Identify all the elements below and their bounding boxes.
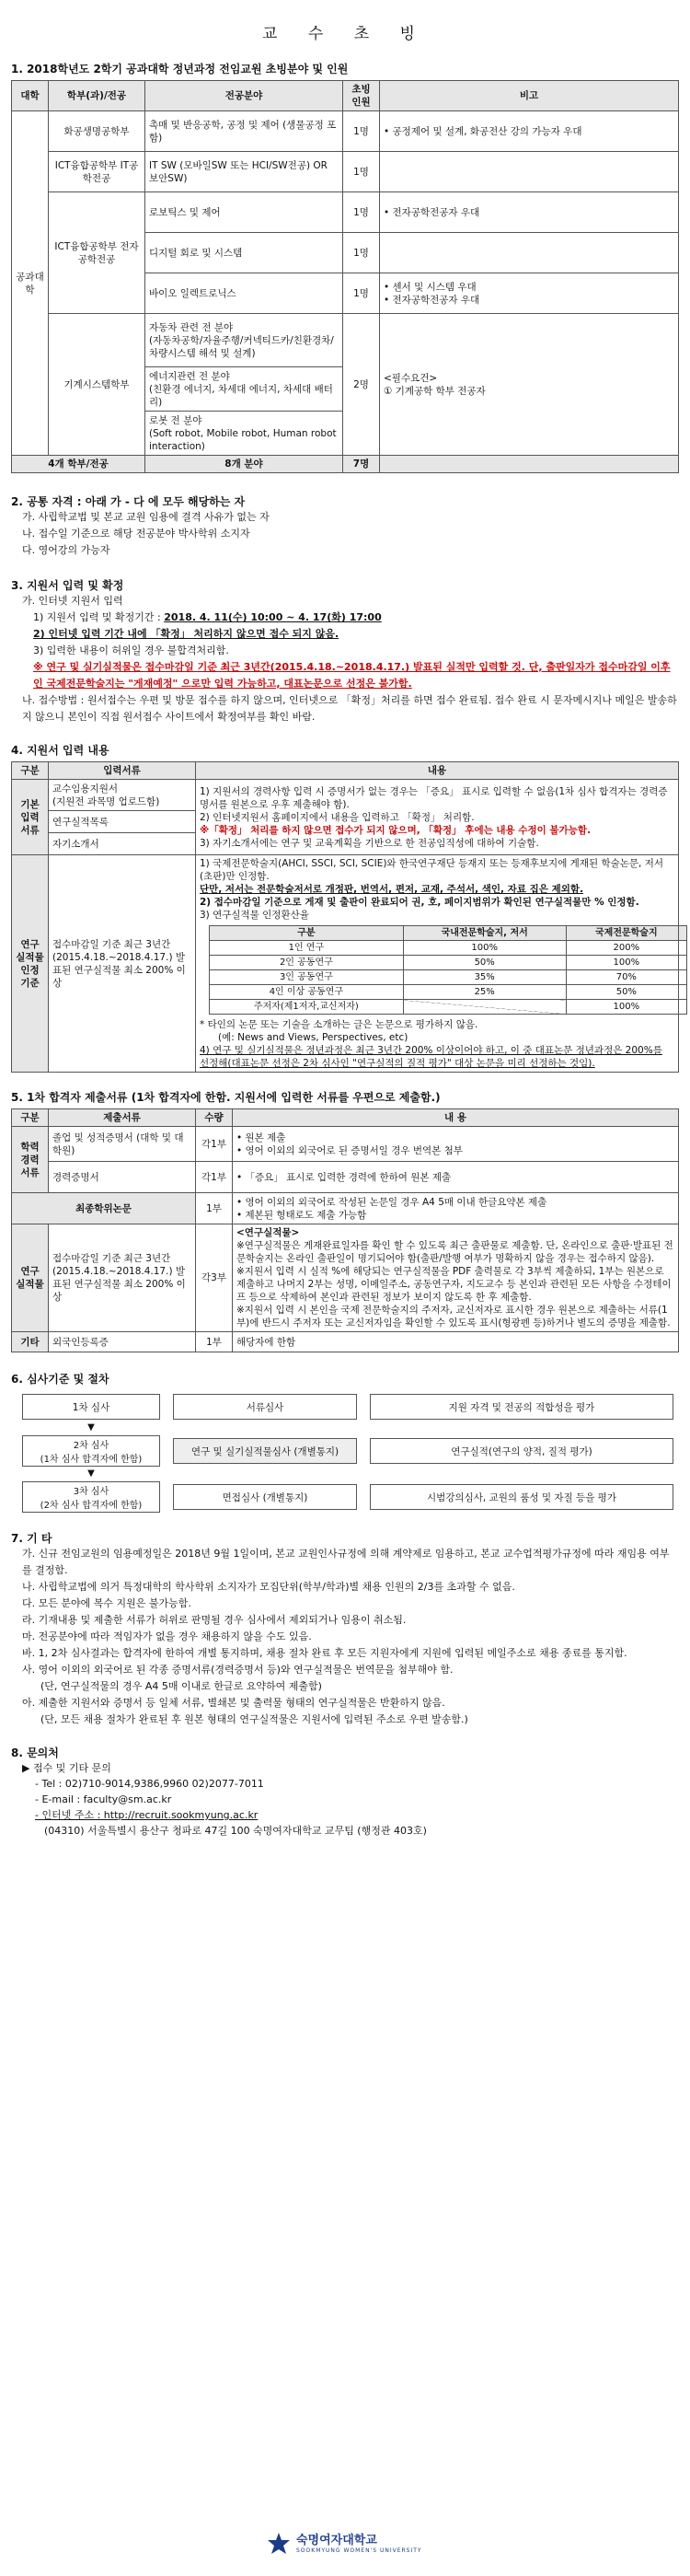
count-cell: 1명 (343, 192, 380, 233)
doc-cell: 연구실적목록 (49, 811, 196, 833)
input-contents-table (11, 761, 679, 1073)
stage-box: 3차 심사 (2차 심사 합격자에 한함) (22, 1481, 160, 1513)
list-item: 가. 인터넷 지원서 입력 (22, 595, 123, 607)
count-cell: 1명 (343, 233, 380, 273)
flow-step (22, 1480, 679, 1514)
rate-cell: 70% (566, 970, 686, 985)
total-note (380, 456, 679, 473)
emblem-icon (267, 2532, 291, 2556)
logo-text-wrap (296, 2535, 422, 2554)
content-cell: • 영어 이외의 외국어로 작성된 논문일 경우 A4 5매 이내 한글요약본 제출 • 제본된 형태로도 제출 가능함 (233, 1193, 679, 1224)
type-box: 연구 및 실기실적물심사 (개별통지) (173, 1438, 357, 1464)
research-label: 연구 실적물 (12, 1224, 49, 1332)
rate-cell: 2인 공동연구 (210, 956, 404, 970)
section-5-heading: 5. 1차 합격자 제출서류 (1차 합격자에 한함. 지원서에 입력한 서류를 우편으로 제출함.) (11, 1091, 441, 1104)
section-4-heading: 4. 지원서 입력 내용 (11, 744, 109, 757)
conversion-table (209, 925, 687, 1015)
university-logo (267, 2532, 422, 2556)
section-4 (11, 742, 679, 1073)
list-item: 2) 인터넷 입력 기간 내에 「확정」 처리하지 않으면 접수 되지 않음. (33, 628, 339, 640)
content-line: 3) 연구실적물 인정환산율 (200, 910, 309, 921)
total-field: 8개 분야 (145, 456, 343, 473)
etc-list (11, 1546, 679, 1728)
submission-table (11, 1108, 679, 1352)
qty-cell: 각1부 (196, 1127, 233, 1162)
rate-cell: 50% (566, 985, 686, 1000)
section-2 (11, 493, 679, 559)
section-6 (11, 1371, 679, 1514)
list-item (22, 609, 679, 626)
content-line: 2) 접수마감일 기준으로 게재 및 출판이 완료되어 권, 호, 페이지범위가 확인된 연구실적물만 % 인정함. (200, 897, 639, 908)
logo-sub: SOOKMYUNG WOMEN'S UNIVERSITY (296, 2547, 422, 2554)
col-dept: 학부(과)/전공 (49, 81, 145, 111)
section-1-heading: 1. 2018학년도 2학기 공과대학 정년과정 전임교원 초빙분야 및 인원 (11, 63, 349, 75)
field-cell: 바이오 일렉트로닉스 (145, 273, 343, 314)
doc-cell: 졸업 및 성적증명서 (대학 및 대학원) (49, 1127, 196, 1162)
section-2-heading: 2. 공통 자격 : 아래 가 - 다 에 모두 해당하는 자 (11, 495, 246, 508)
content-line: 3) 자기소개서에는 연구 및 교육계획을 기반으로 한 전공임직성에 대하여 기술함. (200, 837, 539, 849)
list-item: (단, 모든 채용 절차가 완료된 후 원본 형태의 연구실적물은 지원서에 입력된 주소로 우편 발송함.) (40, 1713, 468, 1725)
list-item: 가. 사립학교법 및 본교 교원 임용에 결격 사유가 없는 자 (22, 511, 270, 523)
field-cell: IT SW (모바일SW 또는 HCI/SW전공) OR 보안SW) (145, 152, 343, 192)
col-qty: 수량 (196, 1109, 233, 1127)
content-line: <연구실적물> (236, 1227, 300, 1238)
total-dept: 4개 학부/전공 (12, 456, 145, 473)
research-content (233, 1224, 679, 1332)
col-field: 전공분야 (145, 81, 343, 111)
dept-cell: ICT융합공학부 IT공학전공 (49, 152, 145, 192)
note-cell: • 전자공학전공자 우대 (380, 192, 679, 233)
content-cell: 해당자에 한함 (233, 1332, 679, 1352)
desc-box: 연구실적(연구의 양적, 질적 평가) (370, 1438, 673, 1464)
thesis-label: 최종학위논문 (12, 1193, 196, 1224)
rate-cell: 1인 연구 (210, 941, 404, 956)
total-count: 7명 (343, 456, 380, 473)
content-line: ※지원서 입력 시 실적 %에 해당되는 연구실적물을 PDF 출력물로 각 3부씩 제출하되, 1부는 원본으로 제출하고 나머지 2부는 성명, 이메일주소, 공동연구자, 지도교수 등 본인과 관련된 모든 사항을 수정테이프 등으로 삭제하여 본인과 관련된 정보가 보이지 않도록 한 후 제출함. (236, 1266, 672, 1303)
rate-header: 국제전문학술지 (566, 926, 686, 941)
dept-cell: 기계시스템학부 (49, 314, 145, 456)
list-item: 나. 사립학교법에 의거 특정대학의 학사학위 소지자가 모집단위(학부/학과)별 채용 인원의 2/3를 초과할 수 없음. (22, 1581, 515, 1593)
content-line: (예: News and Views, Perspectives, etc) (218, 1032, 408, 1043)
phone-line: - Tel : 02)710-9014,9386,9960 02)2077-7011 (35, 1778, 264, 1790)
note-cell: • 센서 및 시스템 우대 • 전자공학전공자 우대 (380, 273, 679, 314)
rate-cell: 4인 이상 공동연구 (210, 985, 404, 1000)
rate-cell-empty (403, 1000, 566, 1015)
section-8 (11, 1745, 679, 1839)
contact-list (11, 1760, 679, 1839)
qty-cell: 각3부 (196, 1224, 233, 1332)
content-line: * 타인의 논문 또는 기술을 소개하는 글은 논문으로 평가하지 않음. (200, 1019, 478, 1030)
section-1 (11, 61, 679, 473)
list-item: 3) 입력한 내용이 허위일 경우 불합격처리함. (33, 644, 229, 656)
list-item: 가. 신규 전임교원의 임용예정일은 2018년 9월 1일이며, 본교 교원인사규정에 의해 계약제로 임용하고, 본교 교수업적평가규정에 따라 재임용 여부를 결정함. (22, 1548, 670, 1576)
rate-header: 국내전문학술지, 저서 (403, 926, 566, 941)
content-line: 4) 연구 및 실기실적물은 정년과정은 최근 3년간 200% 이상이어야 하고, 이 중 대표논문 정년과정은 200%를 선정해(대표논문 선정은 2차 심사인 "연구실적의 질적 평가" 대상 논문을 미리 선정하는 것임). (200, 1045, 662, 1069)
content-line: 1) 지원서의 경력사항 입력 시 증명서가 없는 경우는 「증요」 표시로 입력할 수 없음(1차 심사 합격자는 경력증명서를 원본으로 우후 제출해야 함). (200, 785, 668, 810)
type-box: 서류심사 (173, 1394, 357, 1420)
arrow-down-icon: ▼ (87, 1422, 95, 1433)
rate-header: 구분 (210, 926, 404, 941)
count-cell: 2명 (343, 314, 380, 456)
list-item: 다. 영어강의 가능자 (22, 544, 110, 556)
flow-step (22, 1434, 679, 1468)
count-cell: 1명 (343, 273, 380, 314)
rate-cell: 3인 공동연구 (210, 970, 404, 985)
col-note: 비고 (380, 81, 679, 111)
desc-box: 시범강의심사, 교원의 품성 및 자질 등을 평가 (370, 1484, 673, 1510)
field-cell: 디지털 회로 및 시스템 (145, 233, 343, 273)
research-item: 접수마감일 기준 최근 3년간(2015.4.18.~2018.4.17.) 발표된 연구실적물 최소 200% 이상 (49, 1224, 196, 1332)
career-label: 학력 경력 서류 (12, 1127, 49, 1193)
section-7 (11, 1530, 679, 1728)
content-line: ※연구실적물은 게재완료일자를 확인 할 수 있도록 최근 출판물로 제출함. 단, 온라인으로 출판·발표된 전문학술지는 온라인 출판일이 명기되어야 함(출판/발행 여부가 명확하지 않을 경우는 접수하지 않음). (236, 1240, 673, 1264)
note-cell: • 공정제어 및 설계, 화공전산 강의 가능자 우대 (380, 111, 679, 152)
email-link[interactable]: - E-mail : faculty@sm.ac.kr (35, 1793, 172, 1805)
rate-cell: 50% (403, 956, 566, 970)
qualification-list (11, 509, 679, 559)
research-label: 연구 실적물 인정 기준 (12, 855, 49, 1073)
section-6-heading: 6. 심사기준 및 절차 (11, 1373, 109, 1386)
col-category: 구분 (12, 762, 49, 780)
qty-cell: 1부 (196, 1332, 233, 1352)
content-cell: • 「증요」 표시로 입력한 경력에 한하여 원본 제출 (233, 1162, 679, 1193)
dept-cell: ICT융합공학부 전자공학전공 (49, 192, 145, 314)
basic-label: 기본 입력 서류 (12, 780, 49, 855)
rate-cell: 100% (403, 941, 566, 956)
rate-cell: 100% (566, 956, 686, 970)
list-item: ※ 연구 및 실기실적물은 접수마감일 기준 최근 3년간(2015.4.18.~2018.4.17.) 발표된 실적만 입력할 것. 단, 출판일자가 접수마감일 이후인 국제전문학술지는 "게재예정" 으로만 입력 가능하고, 대표논문으로 선정은 불가함. (33, 661, 671, 690)
section-5 (11, 1089, 679, 1352)
website-link[interactable]: - 인터넷 주소 : http://recruit.sookmyung.ac.kr (35, 1809, 259, 1821)
rate-cell: 200% (566, 941, 686, 956)
rate-cell: 35% (403, 970, 566, 985)
list-item: 바. 1, 2차 심사결과는 합격자에 한하여 개별 통지하며, 채용 절차 완료 후 모든 지원자에게 지원에 입력된 메일주소로 채용 종료를 통지함. (22, 1647, 627, 1659)
doc-cell: 자기소개서 (49, 833, 196, 855)
content-cell: • 원본 제출 • 영어 이외의 외국어로 된 증명서일 경우 번역본 첨부 (233, 1127, 679, 1162)
stage-box: 2차 심사 (1차 심사 합격자에 한함) (22, 1435, 160, 1467)
research-item: 접수마감일 기준 최근 3년간(2015.4.18.~2018.4.17.) 발표된 연구실적물 최소 200% 이상 (49, 855, 196, 1073)
col-count: 초빙 인원 (343, 81, 380, 111)
application-list (11, 593, 679, 725)
desc-box: 지원 자격 및 전공의 적합성을 평가 (370, 1394, 673, 1420)
field-cell: 로보틱스 및 제어 (145, 192, 343, 233)
qty-cell: 1부 (196, 1193, 233, 1224)
content-line: 단만, 저서는 전문학술저서로 개정판, 번역서, 편저, 교재, 주석서, 색인, 자료 집은 제외함. (200, 884, 583, 895)
period-label: 1) 지원서 입력 및 확정기간 : (33, 611, 165, 623)
note-cell (380, 233, 679, 273)
col-college: 대학 (12, 81, 49, 111)
count-cell: 1명 (343, 152, 380, 192)
period-value: 2018. 4. 11(수) 10:00 ~ 4. 17(화) 17:00 (164, 611, 382, 623)
page-title: 교 수 초 빙 (262, 25, 428, 43)
logo-name: 숙명여자대학교 (296, 2533, 377, 2547)
field-cell: 에너지관련 전 분야 (친환경 에너지, 차세대 에너지, 차세대 배터리) (145, 367, 343, 412)
content-line: 2) 인터넷지원서 홈페이지에서 내용을 입력하고 「확정」 처리함. (200, 811, 475, 823)
type-box: 면접심사 (개별통지) (173, 1484, 357, 1510)
col-category: 구분 (12, 1109, 49, 1127)
doc-cell: 경력증명서 (49, 1162, 196, 1193)
field-cell: 촉매 및 반응공학, 공정 및 제어 (생물공정 포함) (145, 111, 343, 152)
content-line: ※지원서 입력 시 본인을 국제 전문학술지의 주저자, 교신저자로 표시한 경우 원본으로 제출하는 서류(1부)에 반드시 주저자 또는 교신저자임을 확인할 수 있도록 표시(형광펜 등)하거나 별도의 증명을 제출함. (236, 1305, 671, 1329)
section-3 (11, 577, 679, 725)
content-line: 1) 국제전문학술지(AHCI, SSCI, SCI, SCIE)와 한국연구재단 등재지 또는 등재후보지에 게재된 학술논문, 저서(초판)만 인정함. (200, 858, 663, 882)
field-cell: 로봇 전 분야 (Soft robot, Mobile robot, Human robot interaction) (145, 412, 343, 456)
col-docs: 입력서류 (49, 762, 196, 780)
section-7-heading: 7. 기 타 (11, 1532, 52, 1545)
note-cell: <필수요건> ① 기계공학 학부 전공자 (380, 314, 679, 456)
col-content: 내용 (196, 762, 679, 780)
field-cell: 자동차 관련 전 분야 (자동차공학/자율주행/커넥티드카/친환경차/차량시스템 해석 및 설계) (145, 314, 343, 367)
process-flow (11, 1392, 679, 1514)
research-content (196, 855, 679, 1073)
list-item: 다. 모든 분야에 복수 지원은 불가능함. (22, 1597, 191, 1609)
college-cell: 공과대학 (12, 111, 49, 456)
list-item: (단, 연구실적물의 경우 A4 5매 이내로 한글로 요약하여 제출함) (40, 1680, 322, 1692)
list-item: 라. 기재내용 및 제출한 서류가 허위로 판명될 경우 심사에서 제외되거나 임용이 취소됨. (22, 1614, 407, 1626)
section-3-heading: 3. 지원서 입력 및 확정 (11, 579, 124, 592)
doc-cell: 교수임용지원서 (지원전 과목명 업로드함) (49, 780, 196, 811)
flow-step (22, 1392, 679, 1421)
content-line: ※「확정」 처리를 하지 않으면 접수가 되지 않으며, 「확정」 후에는 내용 수정이 불가능함. (200, 824, 591, 836)
list-item: 아. 제출한 지원서와 증명서 등 일체 서류, 별쇄본 및 출력물 형태의 연구실적물은 반환하지 않음. (22, 1697, 445, 1709)
basic-content (196, 780, 679, 855)
section-8-heading: 8. 문의처 (11, 1746, 59, 1759)
col-docs: 제출서류 (49, 1109, 196, 1127)
rate-cell: 주저자(제1저자,교신저자) (210, 1000, 404, 1015)
arrow-down-icon: ▼ (87, 1468, 95, 1479)
col-content: 내 용 (233, 1109, 679, 1127)
list-item: ▶ 접수 및 기타 문의 (22, 1762, 111, 1774)
address-line: (04310) 서울특별시 용산구 청파로 47길 100 숙명여자대학교 교무팀 (행정관 403호) (44, 1825, 427, 1837)
list-item: 사. 영어 이외의 외국어로 된 각종 증명서류(경력증명서 등)와 연구실적물은 번역문을 첨부해야 함. (22, 1664, 454, 1676)
rate-cell: 100% (566, 1000, 686, 1015)
etc-label: 기타 (12, 1332, 49, 1352)
list-item: 나. 접수방법 : 원서접수는 우편 및 방문 접수를 하지 않으며, 인터넷으로 「확정」처리를 하면 접수 완료됨. 접수 완료 시 문자메시지나 메일은 발송하지 않으니 본인이 직접 원서접수 사이트에서 확정여부를 확인 바람. (22, 694, 677, 723)
qty-cell: 각1부 (196, 1162, 233, 1193)
list-item: 나. 접수일 기준으로 해당 전공분야 박사학위 소지자 (22, 528, 250, 540)
list-item: 마. 전공분야에 따라 적임자가 없을 경우 채용하지 않을 수도 있음. (22, 1630, 312, 1642)
positions-table (11, 80, 679, 473)
note-cell (380, 152, 679, 192)
rate-cell: 25% (403, 985, 566, 1000)
count-cell: 1명 (343, 111, 380, 152)
dept-cell: 화공생명공학부 (49, 111, 145, 152)
stage-box: 1차 심사 (22, 1394, 160, 1420)
doc-cell: 외국인등록증 (49, 1332, 196, 1352)
